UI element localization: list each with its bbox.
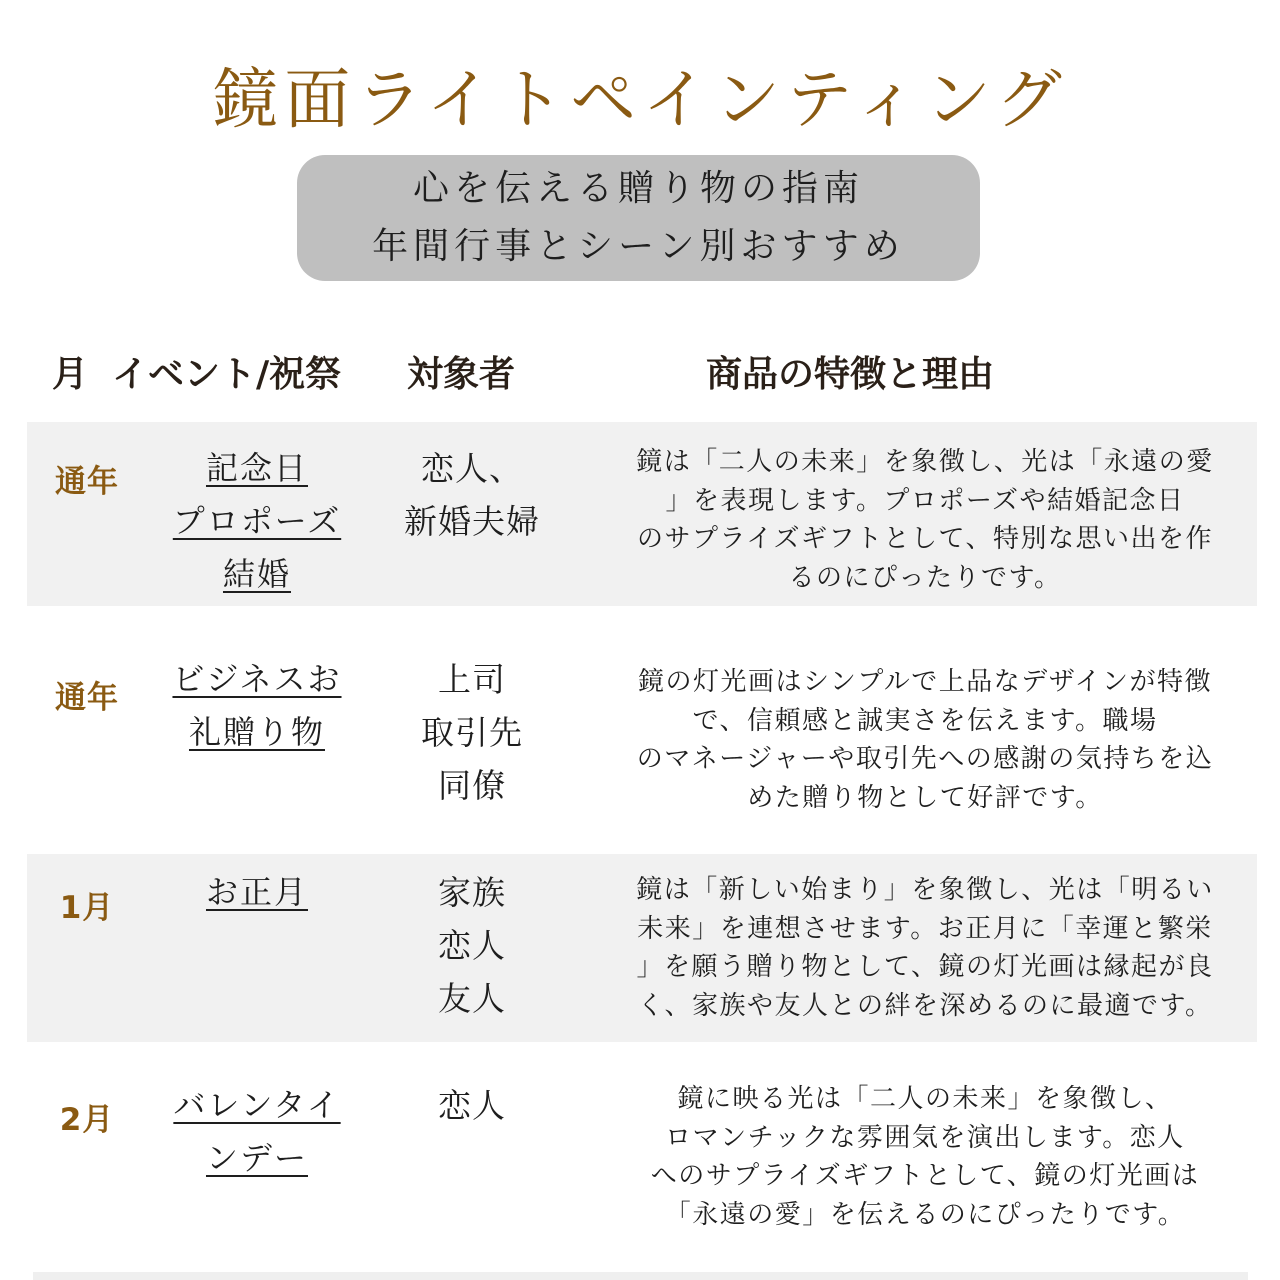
event-link[interactable]: ビジネスお: [172, 660, 342, 698]
event-link[interactable]: 結婚: [222, 555, 291, 593]
next-row-edge: [33, 1272, 1248, 1280]
event-link[interactable]: ンデー: [205, 1139, 308, 1177]
page-title: 鏡面ライトペインティング: [212, 61, 1068, 138]
event-link[interactable]: プロポーズ: [172, 502, 342, 540]
header-event: イベント/祝祭: [112, 354, 342, 395]
header-month: 月: [52, 354, 89, 395]
target-item: 恋人: [438, 1086, 506, 1125]
row-description: [595, 1080, 1255, 1234]
row-event: [147, 442, 367, 601]
description-line: 鏡の灯光画はシンプルで上品なデザインが特徴: [638, 667, 1212, 697]
description-line: めた贈り物として好評です。: [747, 782, 1103, 813]
description-line: 鏡に映る光は「二人の未来」を象徴し、: [677, 1084, 1173, 1114]
subtitle-line-2: 年間行事とシーン別おすすめ: [372, 226, 905, 267]
target-item: 家族: [438, 873, 506, 912]
row-description: [595, 871, 1255, 1025]
row-event: [147, 653, 367, 759]
row-target: [367, 866, 577, 1025]
row-target: [367, 442, 577, 548]
description-line: で、信頼感と誠実さを伝えます。職場: [692, 705, 1158, 736]
description-line: 未来」を連想させます。お正月に「幸運と繁栄: [637, 913, 1213, 944]
description-line: へのサプライズギフトとして、鏡の灯光画は: [650, 1161, 1200, 1191]
event-link[interactable]: 礼贈り物: [188, 713, 325, 751]
table-row: [27, 854, 1257, 1042]
target-item: 取引先: [421, 713, 523, 752]
row-month: 2月: [59, 1102, 115, 1138]
header-description: 商品の特徴と理由: [706, 354, 995, 395]
description-line: く、家族や友人との絆を深めるのに最適です。: [637, 990, 1213, 1021]
description-line: ロマンチックな雰囲気を演出します。恋人: [665, 1122, 1185, 1153]
target-item: 恋人: [438, 926, 506, 965]
row-event: [147, 866, 367, 919]
target-item: 新婚夫婦: [404, 502, 540, 541]
description-line: 鏡は「二人の未来」を象徴し、光は「永遠の愛: [636, 447, 1214, 477]
target-item: 同僚: [438, 766, 506, 805]
table-row: [27, 640, 1257, 840]
description-line: 」を願う贈り物として、鏡の灯光画は縁起が良: [636, 952, 1214, 982]
description-line: 「永遠の愛」を伝えるのにぴったりです。: [664, 1199, 1186, 1230]
row-description: [595, 443, 1255, 597]
table-row: [27, 1066, 1257, 1261]
row-target: [367, 1079, 577, 1132]
row-event: [147, 1079, 367, 1185]
target-item: 上司: [438, 660, 506, 699]
row-description: [595, 663, 1255, 817]
event-link[interactable]: お正月: [205, 873, 308, 911]
event-link[interactable]: バレンタイ: [173, 1086, 341, 1124]
target-item: 友人: [438, 979, 506, 1018]
description-line: るのにぴったりです。: [788, 562, 1062, 593]
description-line: 鏡は「新しい始まり」を象徴し、光は「明るい: [636, 875, 1214, 905]
event-link[interactable]: 記念日: [205, 449, 308, 487]
row-target: [367, 653, 577, 812]
description-line: 」を表現します。プロポーズや結婚記念日: [665, 485, 1185, 516]
row-month: 1月: [59, 890, 115, 926]
description-line: のサプライズギフトとして、特別な思い出を作: [637, 524, 1213, 554]
subtitle-banner: [297, 155, 980, 281]
header-target: 対象者: [407, 354, 516, 395]
description-line: のマネージャーや取引先への感謝の気持ちを込: [636, 744, 1214, 774]
row-month: 通年: [55, 680, 119, 716]
subtitle-line-1: 心を伝える贈り物の指南: [412, 168, 864, 209]
target-item: 恋人、: [421, 449, 523, 488]
table-row: [27, 422, 1257, 606]
row-month: 通年: [55, 464, 119, 500]
